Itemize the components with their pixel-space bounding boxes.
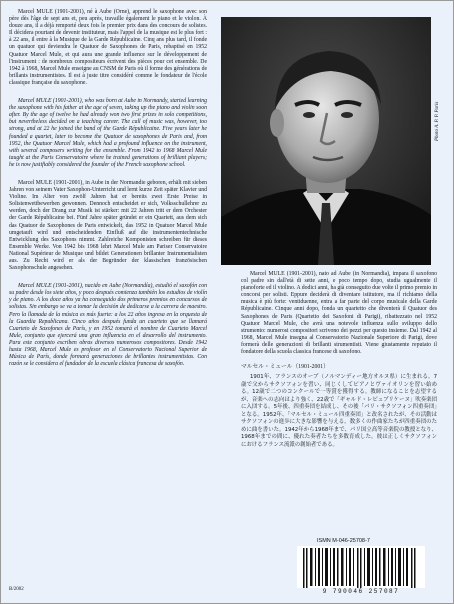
bib-code-block <box>9 584 207 604</box>
photo-credit: Photo A. P. P. Paris <box>435 101 440 141</box>
ismn-label: ISMN M-046-25708-7 <box>317 538 370 544</box>
right-text-column <box>241 271 437 449</box>
bio-japanese: 1901年、フランスのオーブ（ノルマンディー地方オルヌ県）に生まれる。7歳で父からサクソフォンを習い、同じくしてピアノとヴァイオリンを習い始める。12歳で二つのコンクールで一等賞を獲得する。教師になることを志望するが、音楽への志向はより強く、22歳で「ギャルド・レピュブリケーヌ」吹奏楽団に入団する。5年後、四重奏団を結成し、その後「パリ・サクソフォン四重奏団」となる。1952年、「マルセル・ミュール四重奏団」と改名されたが、その活動はサクソフォンの進歩に大きな影響を与える。数多くの作曲家たちが四重奏団のために曲を書いた。1942年から1968年まで、パリ国立高等音楽院の教授となり、1968年までの間に、優れた奏者たちを多数育成した。彼は正しくサクソフォンにおけるフランス流派の創始者である。 <box>241 374 437 448</box>
left-text-column <box>9 9 207 379</box>
bio-italian: Marcel MULE (1901-2001), nato ad Aube (in Normandia), impara il saxofono col padre sin dall'età di sette anni, e poco tempo dopo, studia ugualmente il pianoforte ed il violino. A dodici anni, ha già conseguito due volte il primo premio in concorsi per solisti. Eppure deciderà di diventare istitutore, ma il richiamo della musica è più forte: ventiduenne, entra a far parte del corpo musicale della Garde Républicaine. Cinque anni dopo, fonda un quartetto che diventerà il Quatuor des Saxophones de Paris (Quartetto dei Saxofoni di Parigi), ribattezzato nel 1952 Quatuor Marcel Mule, che avrà una notevole influenza sullo sviluppo dello strumento: numerosi compositori scrivono dei pezzi per questo insieme. Dal 1942 al 1968, Marcel Mule insegna al Conservatorio Nazionale Superiore di Parigi, dove formerà delle generazioni di brillanti strumentisti. Viene giustamente reputato il fondatore della scuola classica francese di saxofono. <box>241 271 437 356</box>
bio-german: Marcel MULE (1901-2001), in Aube in der Normandie geboren, erhält mit sieben Jahren von seinem Vater Saxophon-Unterricht und lernt kurze Zeit später Klavier und Violine. Im Alter von zwölf Jahren hat er bereits zwei Erste Preise in Solistenwettbewerben gewonnen. Dennoch entscheidet er sich, Volksschullehrer zu werden, doch der Drang zur Musik ist stärker: mit 22 Jahren tritt er dem Orchester der Garde Républicaine bei. Fünf Jahre später gründet er ein Quartett, aus dem sich das Quatuor de Saxophones de Paris entwickelt, das 1952 in Quatuor Marcel Mule umgetauft wird und entscheidenden Einfluß auf die instrumententechnische Entwicklung des Saxophons nimmt. Zahlreiche Komponisten schreiben für dieses Ensemble Werke. Von 1942 bis 1968 lehrt Marcel Mule am Pariser Conservatoire National Supérieur de Musique und bildet Generationen brillanter Instrumentalisten aus. Zu Recht wird er als der Begründer der klassischen französischen Saxophonschule angesehen. <box>9 179 207 272</box>
bio-french: Marcel MULE (1901-2001), né à Aube (Orne), apprend le saxophone avec son père dès l'âge de sept ans et, peu après, travaille également le piano et le violon. À douze ans, il a déjà remporté deux fois le premier prix dans des concours de solistes. Il décidera pourtant de devenir instituteur, mais l'appel de la musique est le plus fort : à 22 ans, il entre à la Musique de la Garde Républicaine. Cinq ans plus tard, il fonde un quatuor qui deviendra le Quatuor de Saxophones de Paris, rebaptisé en 1952 Quatuor Marcel Mule, et qui aura une grande influence sur le développement de l'instrument : de nombreux compositeurs écrivent des pièces pour cet ensemble. De 1942 à 1968, Marcel Mule enseigne au CNSM de Paris où il forme des générations de brillants instrumentistes. Il est à juste titre considéré comme le fondateur de l'école classique française du saxophone. <box>9 9 208 86</box>
portrait-image <box>221 17 431 265</box>
bib-code: B/2002 <box>9 587 24 592</box>
bio-spanish: Marcel MULE (1901-2001), nacido en Aube (Normandía), estudió el saxofón con su padre desde los siete años, y poco después comienza también los estudios de violín y de piano. A los doce años ya ha conseguido dos primeros premios en concursos de solistas. Sin embargo se va a tomar la decisión de dedicarse a la carrera de maestro. Pero la llamada de la música es más fuerte: a los 22 años ingresa en la orquesta de la Guardia Republicana. Cinco años después funda un cuarteto que se llamará Cuarteto de Saxofones de París, y en 1952 tomará el nombre de Cuarteto Marcel Mule, conjunto que ejercerá una gran influencia en el desarrollo del instrumento. Para este conjunto escriben obras diversos numerosos compositores. Desde 1942 hasta 1968, Marcel Mule es profesor en el Conservatorio Nacional Superior de Música de París, donde formará generaciones de brillantes instrumentistas. Con razón se le considera el fundador de la escuela clásica francesa de saxofón. <box>9 283 207 368</box>
bio-japanese-title: マルセル・ミュール（1901-2001） <box>241 364 329 371</box>
barcode-bars <box>297 546 425 588</box>
barcode-number: 9 790046 257087 <box>322 588 400 595</box>
bio-english: Marcel MULE (1901-2001), who was born at Aube in Normandy, started learning the saxophone with his father at the age of seven, taking up the piano and violin soon after. By the age of twelve he had already won two first prizes in solo competitions, but nevertheless decided on a teaching career. The call of music was, however, too strong, and at 22 he joined the band of the Garde Républicaine. Five years later he founded a quartet, later to become the Quatuor de saxophones de Paris and, from 1952, the Quatuor Marcel Mule, which had a profound influence on the instrument, with several composers writing for the ensemble. From 1942 to 1968 Marcel Mule taught at the Paris Conservatoire where he trained generations of brilliant players; he is now justifiably considered the founder of the French saxophone school. <box>9 98 207 168</box>
portrait-photo <box>221 17 431 265</box>
barcode <box>297 546 425 588</box>
